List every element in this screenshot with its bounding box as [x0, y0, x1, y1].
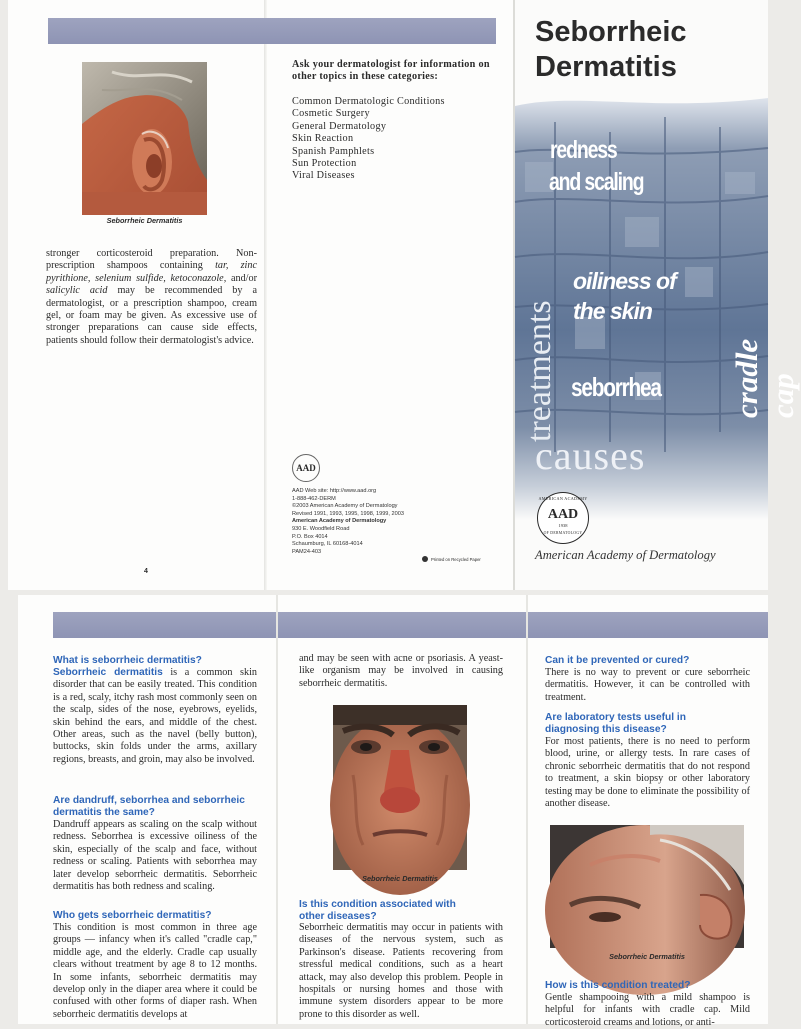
recycled-note [422, 556, 481, 562]
contact-line: 930 E. Woodfield Road [292, 525, 350, 532]
contact-line: Schaumburg, IL 60168-4014 [292, 541, 363, 548]
cover-panel [515, 0, 800, 590]
term-highlight: Seborrheic dermatitis [53, 667, 163, 678]
continued-text: stronger corticosteroid preparation. Non-prescription shampoos containing tar, zinc pyrithione, selenium sulfide, ketoconazole, and/or salicylic acid may be recommended by a dermatologist, or a prescription shampoo, cream gel, or foam may be given. As excessive use of stronger preparations can cause side effects, patients should follow their dermatologist's advice. [46, 248, 257, 346]
recycle-icon [422, 556, 428, 562]
answer-who-gets: This condition is most common in three age groups — infancy when it's called "cradle cap," middle age, and the elderly. Cradle cap usually clears without treatment by age 8 to 12 months. In some infants, seborrheic dermatitis may develop only in the diaper area where it could be confused with other forms of diaper rash. When seborrheic dermatitis develops at [53, 922, 257, 1020]
panel-fold [526, 595, 528, 1024]
contact-line: AAD Web site: http://www.aad.org [292, 488, 377, 494]
seal-text: AAD [547, 507, 579, 522]
cover-word-treatments: treatments [521, 300, 558, 442]
q-associated: Is this condition associated with other diseases? [299, 899, 456, 922]
answer-continued: and may be seen with acne or psoriasis. A yeast-like organism may be involved in causing seborrheic dermatitis. [299, 653, 503, 689]
photo-caption: Seborrheic Dermatitis [362, 874, 438, 883]
cover-word-scaling: and scaling [549, 168, 644, 196]
cover-word-cradle-cap: cradle cap [729, 338, 800, 418]
q-treated: How is this condition treated? [545, 980, 691, 991]
answer-treated: Gentle shampooing with a mild shampoo is helpful for infants with cradle cap. Mild corticosteroid creams and lotions, or anti- [545, 992, 750, 1028]
seal-year: 1938 [558, 523, 568, 528]
q-lab-tests: Are laboratory tests useful in diagnosing this disease? [545, 712, 686, 735]
brochure-inner-spread [18, 595, 768, 1028]
photo-face [333, 705, 467, 870]
photo-caption: Seborrheic Dermatitis [609, 952, 685, 961]
q-dandruff: Are dandruff, seborrhea and seborrheic dermatitis the same? [53, 795, 245, 818]
aad-logo-text: AAD [296, 463, 316, 473]
answer-what-is [53, 667, 257, 766]
cover-word-skin: the skin [573, 298, 652, 324]
seal-ring-bottom: OF DERMATOLOGY [543, 531, 583, 535]
answer-dandruff: Dandruff appears as scaling on the scalp without redness. Seborrhea is excessive oiliness of the skin, especially of the scalp and face, without redness or scaling. Patients with seborrhea may later develop seborrheic dermatitis. Seborrheic dermatitis has both redness and scaling. [53, 819, 257, 893]
ask-heading: Ask your dermatologist for information on other topics in these categories: [292, 59, 490, 83]
recycled-note-text: Printed on Recycled Paper [431, 556, 481, 562]
cover-art [515, 92, 800, 520]
topic-item: Sun Protection [292, 158, 357, 170]
cover-word-redness: redness [550, 136, 617, 164]
contact-line: P.O. Box 4014 [292, 533, 328, 540]
topic-item: Skin Reaction [292, 133, 354, 145]
panel-fold [276, 595, 278, 1024]
photo-ear [82, 62, 207, 215]
cover-title-line1: Seborrheic [535, 16, 687, 48]
aad-logo [292, 454, 320, 482]
photo-caption: Seborrheic Dermatitis [106, 216, 183, 225]
page-number: 4 [144, 568, 148, 575]
q-who-gets: Who gets seborrheic dermatitis? [53, 910, 212, 921]
cover-word-oiliness: oiliness of [573, 268, 676, 294]
cover-title-line2: Dermatitis [535, 51, 677, 83]
contact-line: American Academy of Dermatology [292, 518, 387, 525]
answer-lab-tests: For most patients, there is no need to perform blood, urine, or allergy tests. In rare cases of chronic seborrheic dermatitis that do not respond to treatment, a skin biopsy or other laboratory testing may be done to eliminate the possibility of another disease. [545, 736, 750, 810]
q-prevented: Can it be prevented or cured? [545, 655, 690, 666]
topic-item: Cosmetic Surgery [292, 108, 370, 120]
topic-item: Common Dermatologic Conditions [292, 96, 445, 107]
header-band [48, 18, 496, 44]
topic-item: Spanish Pamphlets [292, 145, 375, 157]
answer-what-is-text: is a common skin disorder that can be easily treated. This condition is a red, scaly, itchy rash most commonly seen on the scalp, sides of the nose, eyebrows, eyelids, skin behind the ears, and middle of the chest. Other areas, such as the navel (belly button), buttocks, skin folds under the arms, axillary regions, breasts, and groin, may also be involved. [53, 667, 257, 765]
topic-item: General Dermatology [292, 120, 387, 132]
panel-fold [264, 0, 267, 590]
q-what-is: What is seborrheic dermatitis? [53, 655, 202, 666]
cover-word-seborrhea: seborrhea [571, 372, 661, 402]
topic-item: Viral Diseases [292, 170, 355, 182]
cover-word-causes: causes [535, 433, 646, 478]
answer-prevented: There is no way to prevent or cure seborrheic dermatitis. However, it can be controlled with treatment. [545, 667, 750, 703]
contact-line: Revised 1991, 1993, 1995, 1998, 1999, 2003 [292, 510, 404, 517]
header-band [53, 612, 768, 638]
contact-block [292, 488, 404, 556]
topic-list [292, 96, 445, 183]
contact-line: 1-888-462-DERM [292, 495, 336, 502]
brochure-outer-spread [8, 0, 800, 590]
photo-scalp [550, 825, 744, 948]
contact-line: PAM24-403 [292, 548, 322, 555]
answer-associated: Seborrheic dermatitis may occur in patients with diseases of the nervous system, such as Parkinson's disease. Patients recovering from stressful medical conditions, such as a heart attack, may also develop this problem. People in hospitals or nursing homes and those with immune system disorders appear to be more prone to this disorder as well. [299, 922, 503, 1020]
contact-line: ©2003 American Academy of Dermatology [292, 503, 398, 510]
academy-name: American Academy of Dermatology [535, 548, 716, 562]
seal-ring-top: AMERICAN ACADEMY [538, 496, 588, 501]
aad-seal [537, 492, 589, 544]
